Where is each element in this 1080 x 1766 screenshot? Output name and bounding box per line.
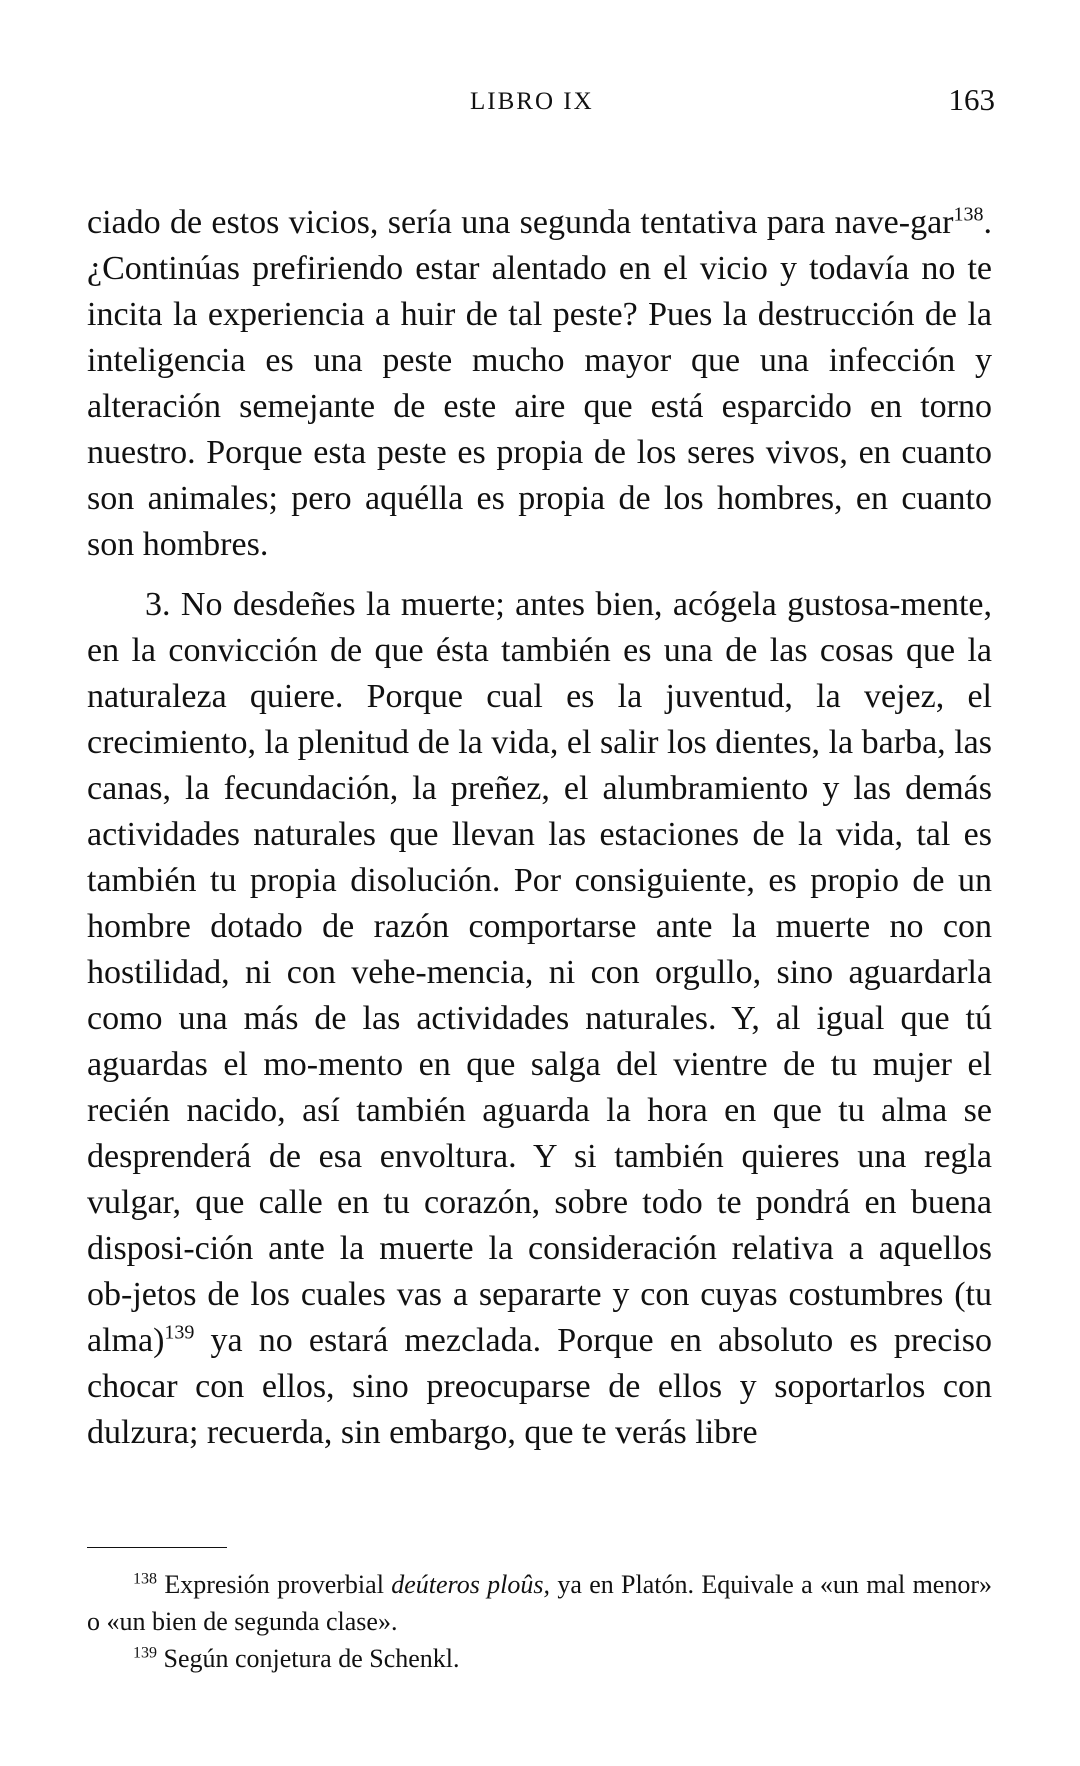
- footnote-139: [87, 1640, 992, 1677]
- running-title: LIBRO IX: [470, 88, 594, 115]
- paragraph-1-text-a: ciado de estos vicios, sería una segunda tentativa para nave-gar: [87, 204, 954, 241]
- footnote-text: ya en Platón. Equivale a «un mal menor» o «un bien de segunda clase».: [87, 1570, 993, 1636]
- footnotes: [87, 1566, 992, 1677]
- footnote-ref-138: 138: [953, 203, 984, 226]
- running-head: [0, 82, 1080, 122]
- footnote-138: [87, 1566, 992, 1640]
- body-text: [87, 200, 992, 1456]
- footnote-italic-term: deúteros ploûs,: [391, 1570, 550, 1599]
- footnote-ref-139: 139: [164, 1321, 195, 1344]
- footnote-number: 139: [133, 1644, 157, 1662]
- footnote-number: 138: [133, 1570, 157, 1588]
- page-number: 163: [948, 82, 995, 117]
- paragraph-2-text-a: 3. No desdeñes la muerte; antes bien, acógela gustosa-mente, en la convicción de que ésta también es una de las cosas que la naturaleza quiere. Porque cual es la juventud, la vejez, el crecimiento, la plenitud de la vida, el salir los dientes, la barba, las canas, la fecundación, la preñez, el alumbramiento y las demás actividades naturales que llevan las estaciones de la vida, tal es también tu propia disolución. Por consiguiente, es propio de un hombre dotado de razón comportarse ante la muerte no con hostilidad, ni con vehe-mencia, ni con orgullo, sino aguardarla como una más de las actividades naturales. Y, al igual que tú aguardas el mo-mento en que salga del vientre de tu mujer el recién nacido, así también aguarda la hora en que tu alma se desprenderá de esa envoltura. Y si también quieres una regla vulgar, que calle en tu corazón, sobre todo te pondrá en buena disposi-ción ante la muerte la consideración relativa a aquellos ob-jetos de los cuales vas a separarte y con cuyas costumbres (tu alma): [87, 586, 992, 1359]
- paragraph-2: [87, 582, 992, 1456]
- footnote-divider: [87, 1547, 227, 1548]
- paragraph-2-text-b: ya no estará mezclada. Porque en absoluto es preciso chocar con ellos, sino preocuparse de ellos y soportarlos con dulzura; recuerda, sin embargo, que te verás libre: [87, 1322, 992, 1451]
- paragraph-1-text-b: . ¿Continúas prefiriendo estar alentado en el vicio y todavía no te incita la experiencia a huir de tal peste? Pues la destrucción de la inteligencia es una peste mucho mayor que una infección y alteración semejante de este aire que está esparcido en torno nuestro. Porque esta peste es propia de los seres vivos, en cuanto son animales; pero aquélla es propia de los hombres, en cuanto son hombres.: [87, 204, 992, 563]
- paragraph-1: [87, 200, 992, 568]
- footnote-text: Expresión proverbial: [164, 1570, 392, 1599]
- footnote-text: Según conjetura de Schenkl.: [163, 1644, 460, 1673]
